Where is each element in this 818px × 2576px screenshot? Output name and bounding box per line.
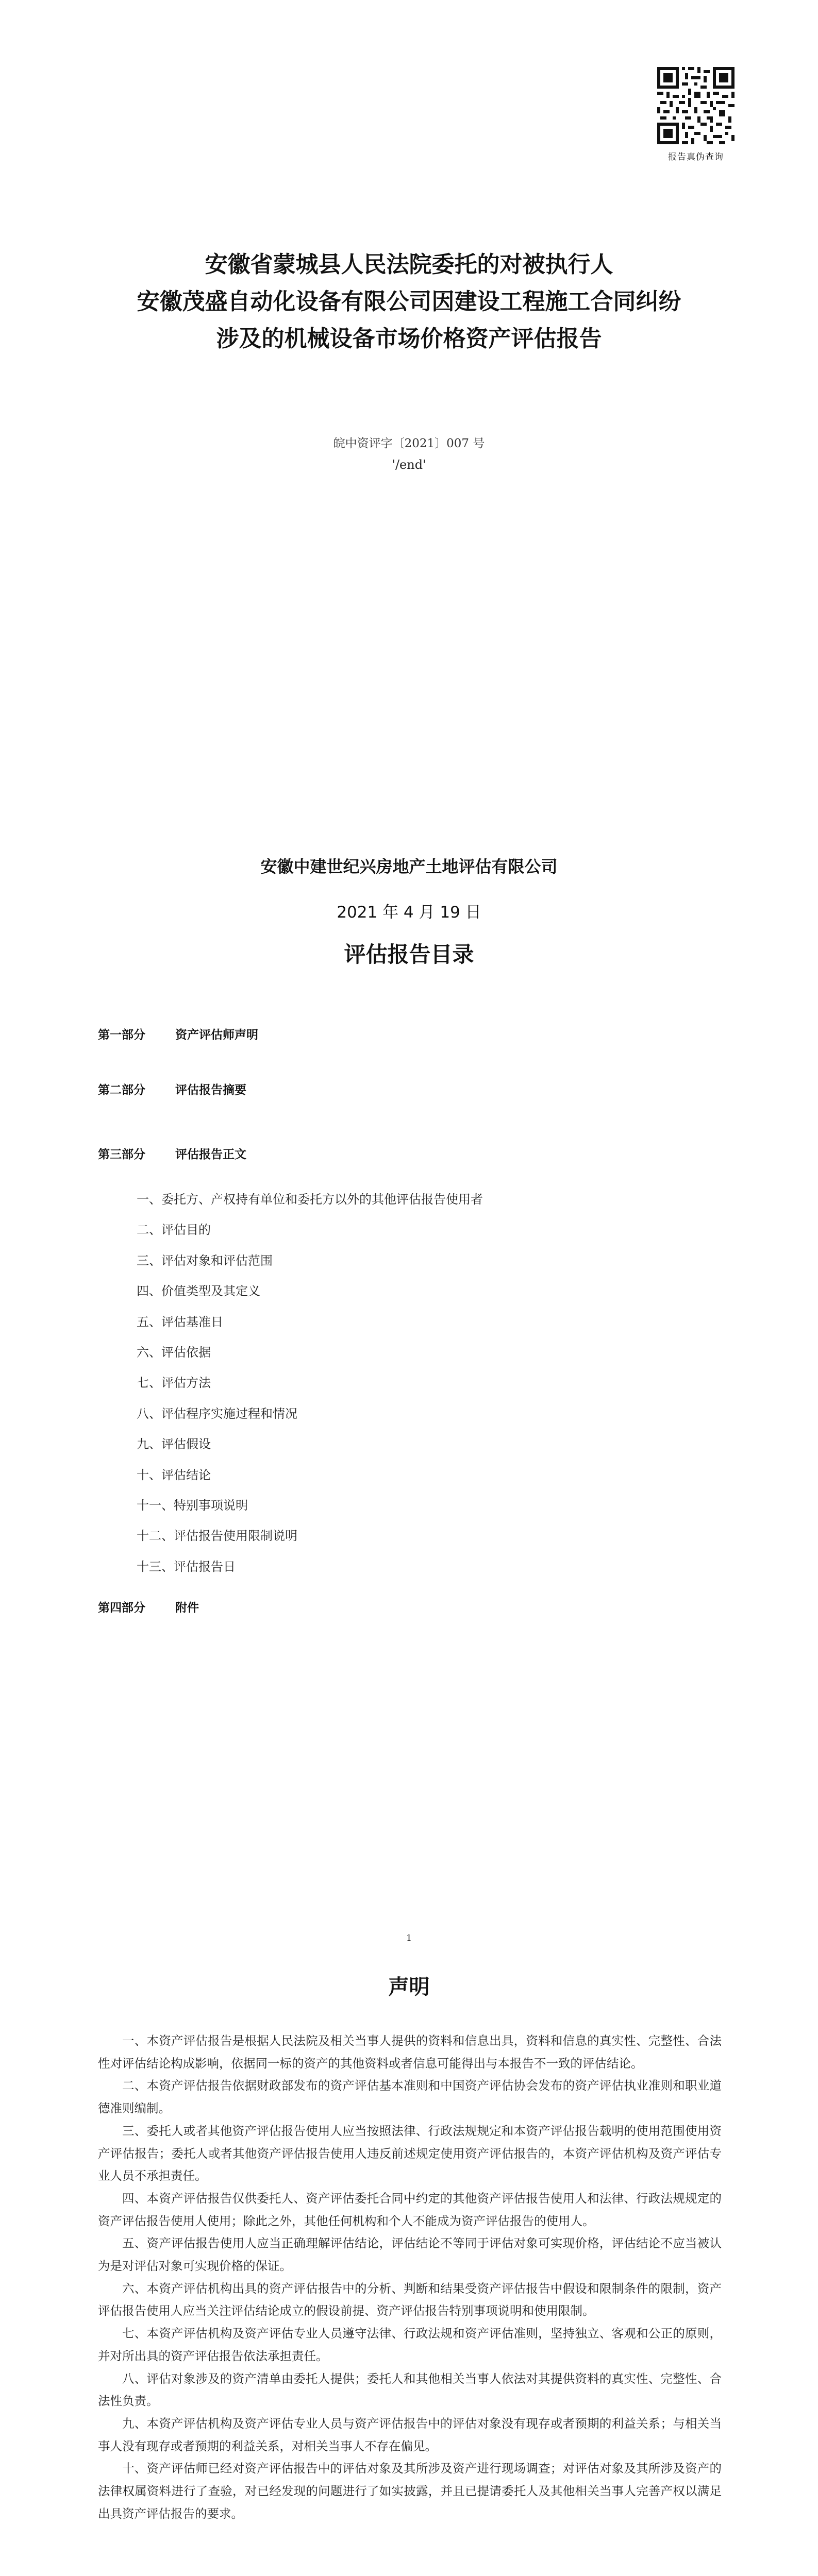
toc-part-label: 评估报告正文 bbox=[175, 1148, 246, 1161]
qr-code-icon[interactable] bbox=[657, 67, 734, 144]
toc-item: 六、评估依据 bbox=[137, 1345, 211, 1360]
toc-item: 七、评估方法 bbox=[137, 1376, 211, 1391]
declaration-paragraph: 六、本资产评估机构出具的资产评估报告中的分析、判断和结果受资产评估报告中假设和限制条件的限制，资产评估报告使用人应当关注评估结论成立的假设前提、资产评估报告特别事项说明和使用限制。 bbox=[98, 2281, 722, 2318]
toc-part bbox=[98, 1145, 246, 1162]
declaration-paragraph: 一、本资产评估报告是根据人民法院及相关当事人提供的资料和信息出具，资料和信息的真实性、完整性、合法性对评估结论构成影响，依据同一标的资产的其他资料或者信息可能得出与本报告不一致的评估结论。 bbox=[98, 2033, 722, 2071]
toc-item: 一、委托方、产权持有单位和委托方以外的其他评估报告使用者 bbox=[137, 1192, 483, 1207]
report-date: 2021 年 4 月 19 日 bbox=[337, 903, 481, 922]
toc-part-label: 资产评估师声明 bbox=[175, 1028, 258, 1042]
toc-part-number: 第四部分 bbox=[98, 1601, 145, 1615]
declaration-paragraph: 五、资产评估报告使用人应当正确理解评估结论，评估结论不等同于评估对象可实现价格，评估结论不应当被认为是对评估对象可实现价格的保证。 bbox=[98, 2236, 722, 2274]
toc-item: 十三、评估报告日 bbox=[137, 1559, 236, 1574]
declaration-paragraph: 七、本资产评估机构及资产评估专业人员遵守法律、行政法规和资产评估准则，坚持独立、客观和公正的原则，并对所出具的资产评估报告依法承担责任。 bbox=[98, 2326, 722, 2363]
qr-code-block bbox=[657, 67, 734, 162]
declaration-paragraph: 四、本资产评估报告仅供委托人、资产评估委托合同中约定的其他资产评估报告使用人和法律、行政法规规定的资产评估报告使用人使用；除此之外，其他任何机构和个人不能成为资产评估报告的使用人。 bbox=[98, 2191, 722, 2228]
declaration-title: 声明 bbox=[388, 1975, 430, 1999]
qr-caption: 报告真伪查询 bbox=[668, 152, 724, 162]
toc-part bbox=[98, 1598, 199, 1615]
toc-part-label: 附件 bbox=[175, 1601, 199, 1615]
declaration-body bbox=[98, 2030, 722, 2525]
report-title bbox=[0, 246, 818, 358]
toc-item: 五、评估基准日 bbox=[137, 1314, 223, 1329]
declaration-paragraph: 九、本资产评估机构及资产评估专业人员与资产评估报告中的评估对象没有现存或者预期的利益关系；与相关当事人没有现存或者预期的利益关系，对相关当事人不存在偏见。 bbox=[98, 2416, 722, 2453]
toc-items bbox=[137, 1184, 483, 1582]
declaration-paragraph: 十、资产评估师已经对资产评估报告中的评估对象及其所涉及资产进行现场调查；对评估对象及其所涉及资产的法律权属资料进行了查验，对已经发现的问题进行了如实披露，并且已提请委托人及其他相关当事人完善产权以满足出具资产评估报告的要求。 bbox=[98, 2461, 722, 2521]
toc-part bbox=[98, 1080, 246, 1097]
end-mark: '/end' bbox=[392, 457, 426, 472]
toc-part-number: 第二部分 bbox=[98, 1083, 145, 1097]
toc-part bbox=[98, 1025, 258, 1042]
report-title-line: 安徽茂盛自动化设备有限公司因建设工程施工合同纠纷 bbox=[137, 289, 681, 315]
toc-part-label: 评估报告摘要 bbox=[175, 1083, 246, 1097]
declaration-paragraph: 二、本资产评估报告依据财政部发布的资产评估基本准则和中国资产评估协会发布的资产评估执业准则和职业道德准则编制。 bbox=[98, 2078, 722, 2116]
page-number: 1 bbox=[406, 1933, 412, 1943]
toc-item: 八、评估程序实施过程和情况 bbox=[137, 1406, 297, 1421]
toc-part-number: 第三部分 bbox=[98, 1148, 145, 1161]
report-number: 皖中资评字〔2021〕007 号 bbox=[333, 437, 485, 450]
company-name: 安徽中建世纪兴房地产土地评估有限公司 bbox=[260, 857, 558, 876]
toc-item: 四、价值类型及其定义 bbox=[137, 1284, 260, 1299]
toc-item: 十、评估结论 bbox=[137, 1467, 211, 1482]
toc-item: 十二、评估报告使用限制说明 bbox=[137, 1529, 297, 1544]
toc-item: 三、评估对象和评估范围 bbox=[137, 1253, 273, 1268]
toc-title: 评估报告目录 bbox=[344, 942, 474, 967]
toc-item: 十一、特别事项说明 bbox=[137, 1498, 248, 1513]
toc-part-number: 第一部分 bbox=[98, 1028, 145, 1042]
declaration-paragraph: 八、评估对象涉及的资产清单由委托人提供；委托人和其他相关当事人依法对其提供资料的真实性、完整性、合法性负责。 bbox=[98, 2371, 722, 2409]
report-title-line: 涉及的机械设备市场价格资产评估报告 bbox=[216, 326, 602, 352]
report-title-line: 安徽省蒙城县人民法院委托的对被执行人 bbox=[205, 251, 613, 278]
toc-item: 二、评估目的 bbox=[137, 1223, 211, 1238]
toc-item: 九、评估假设 bbox=[137, 1437, 211, 1452]
declaration-paragraph: 三、委托人或者其他资产评估报告使用人应当按照法律、行政法规规定和本资产评估报告载明的使用范围使用资产评估报告；委托人或者其他资产评估报告使用人违反前述规定使用资产评估报告的，本资产评估机构及资产评估专业人员不承担责任。 bbox=[98, 2123, 722, 2183]
